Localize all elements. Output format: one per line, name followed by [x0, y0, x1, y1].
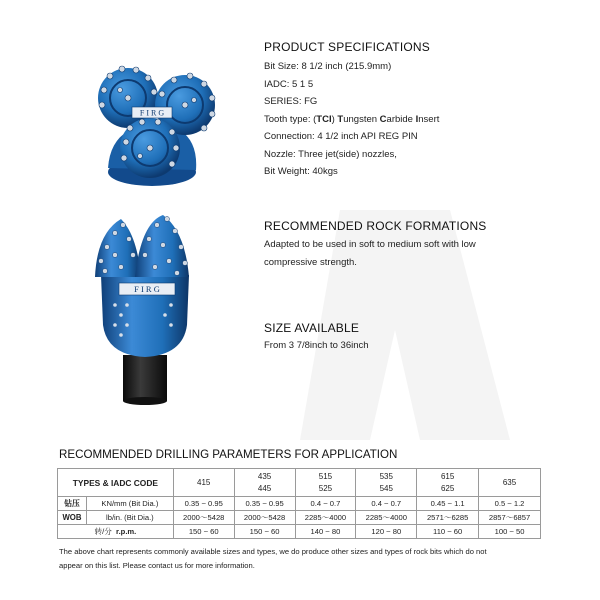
size-text: From 3 7/8inch to 36inch	[264, 340, 369, 351]
tooth-arbide: arbide	[386, 113, 416, 125]
spec-iadc: IADC: 5 1 5	[264, 78, 314, 90]
tricone-bit-side-image	[85, 205, 195, 405]
tricone-bit-top-image	[90, 50, 220, 190]
spec-bit-size: Bit Size: 8 1/2 inch (215.9mm)	[264, 61, 392, 72]
rpm-en: r.p.m.	[116, 527, 137, 536]
kn-cell: 0.5 ~ 1.2	[479, 497, 541, 511]
product-specifications	[264, 40, 439, 181]
rpm-cn: 转/分	[94, 527, 112, 536]
table-row-lb	[58, 511, 541, 525]
kn-cell: 0.4 ~ 0.7	[356, 497, 417, 511]
types-header: TYPES & IADC CODE	[58, 469, 174, 497]
footnote	[59, 545, 549, 572]
rock-line-1: Adapted to be used in soft to medium soft with low	[264, 239, 476, 250]
type-cell: 435 445	[234, 469, 295, 497]
size-title: SIZE AVAILABLE	[264, 321, 360, 335]
wob-cn-label: 钻压	[58, 497, 87, 511]
bit-top-logo: F I R G	[139, 108, 165, 118]
lb-cell: 2000～5428	[234, 511, 295, 525]
spec-nozzle: Nozzle: Three jet(side) nozzles,	[264, 148, 397, 160]
tooth-i: I	[415, 113, 419, 125]
bit-bottom-logo: F I R G	[134, 284, 160, 294]
spec-tooth-type	[264, 111, 439, 129]
type-cell: 415	[173, 469, 234, 497]
lb-cell: 2857～6857	[479, 511, 541, 525]
note-line-2: appear on this list. Please contact us for more information.	[59, 560, 255, 570]
rpm-cell: 120 ~ 80	[356, 525, 417, 539]
note-line-1: The above chart represents commonly available sizes and types, we do produce other sizes and types of rock bits which do not	[59, 547, 487, 556]
kn-cell: 0.35 ~ 0.95	[234, 497, 295, 511]
kn-cell: 0.4 ~ 0.7	[295, 497, 356, 511]
drilling-parameters-table	[57, 468, 541, 539]
tooth-ungsten: ungsten	[343, 113, 380, 125]
rpm-label	[58, 525, 174, 539]
lb-cell: 2000～5428	[173, 511, 234, 525]
tricone-bit-top-view-icon	[90, 50, 220, 190]
type-cell: 635	[479, 469, 541, 497]
table-row-rpm	[58, 525, 541, 539]
spec-series: SERIES: FG	[264, 96, 318, 107]
rpm-cell: 110 ~ 60	[417, 525, 479, 539]
rock-title: RECOMMENDED ROCK FORMATIONS	[264, 219, 487, 233]
type-cell: 515 525	[295, 469, 356, 497]
tooth-t: T	[337, 113, 344, 125]
rpm-cell: 150 ~ 60	[234, 525, 295, 539]
tricone-bit-side-view-icon	[85, 205, 195, 405]
kn-cell: 0.35 ~ 0.95	[173, 497, 234, 511]
lb-cell: 2571～6285	[417, 511, 479, 525]
rpm-cell: 140 ~ 80	[295, 525, 356, 539]
kn-cell: 0.45 ~ 1.1	[417, 497, 479, 511]
rock-formations	[264, 219, 534, 271]
type-cell: 615 625	[417, 469, 479, 497]
rpm-cell: 100 ~ 50	[479, 525, 541, 539]
lb-cell: 2285～4000	[356, 511, 417, 525]
table-row-kn	[58, 497, 541, 511]
tooth-nsert: nsert	[418, 113, 440, 125]
spec-connection: Connection: 4 1/2 inch API REG PIN	[264, 131, 418, 142]
tooth-prefix: Tooth type: (	[264, 113, 317, 125]
rock-line-2: compressive strength.	[264, 256, 357, 268]
spec-weight: Bit Weight: 40kgs	[264, 166, 338, 177]
size-available	[264, 321, 369, 355]
lb-cell: 2285～4000	[295, 511, 356, 525]
type-cell: 535 545	[356, 469, 417, 497]
tooth-c: C	[379, 113, 387, 125]
rpm-cell: 150 ~ 60	[173, 525, 234, 539]
tooth-mid: )	[331, 113, 338, 125]
unit-lb: lb/in. (Bit Dia.)	[86, 511, 173, 525]
params-title: RECOMMENDED DRILLING PARAMETERS FOR APPLICATION	[59, 448, 398, 461]
tooth-tci: TCI	[316, 113, 332, 125]
unit-kn: KN/mm (Bit Dia.)	[86, 497, 173, 511]
table-row-types	[58, 469, 541, 497]
specs-title: PRODUCT SPECIFICATIONS	[264, 40, 430, 54]
wob-en-label: WOB	[58, 511, 87, 525]
